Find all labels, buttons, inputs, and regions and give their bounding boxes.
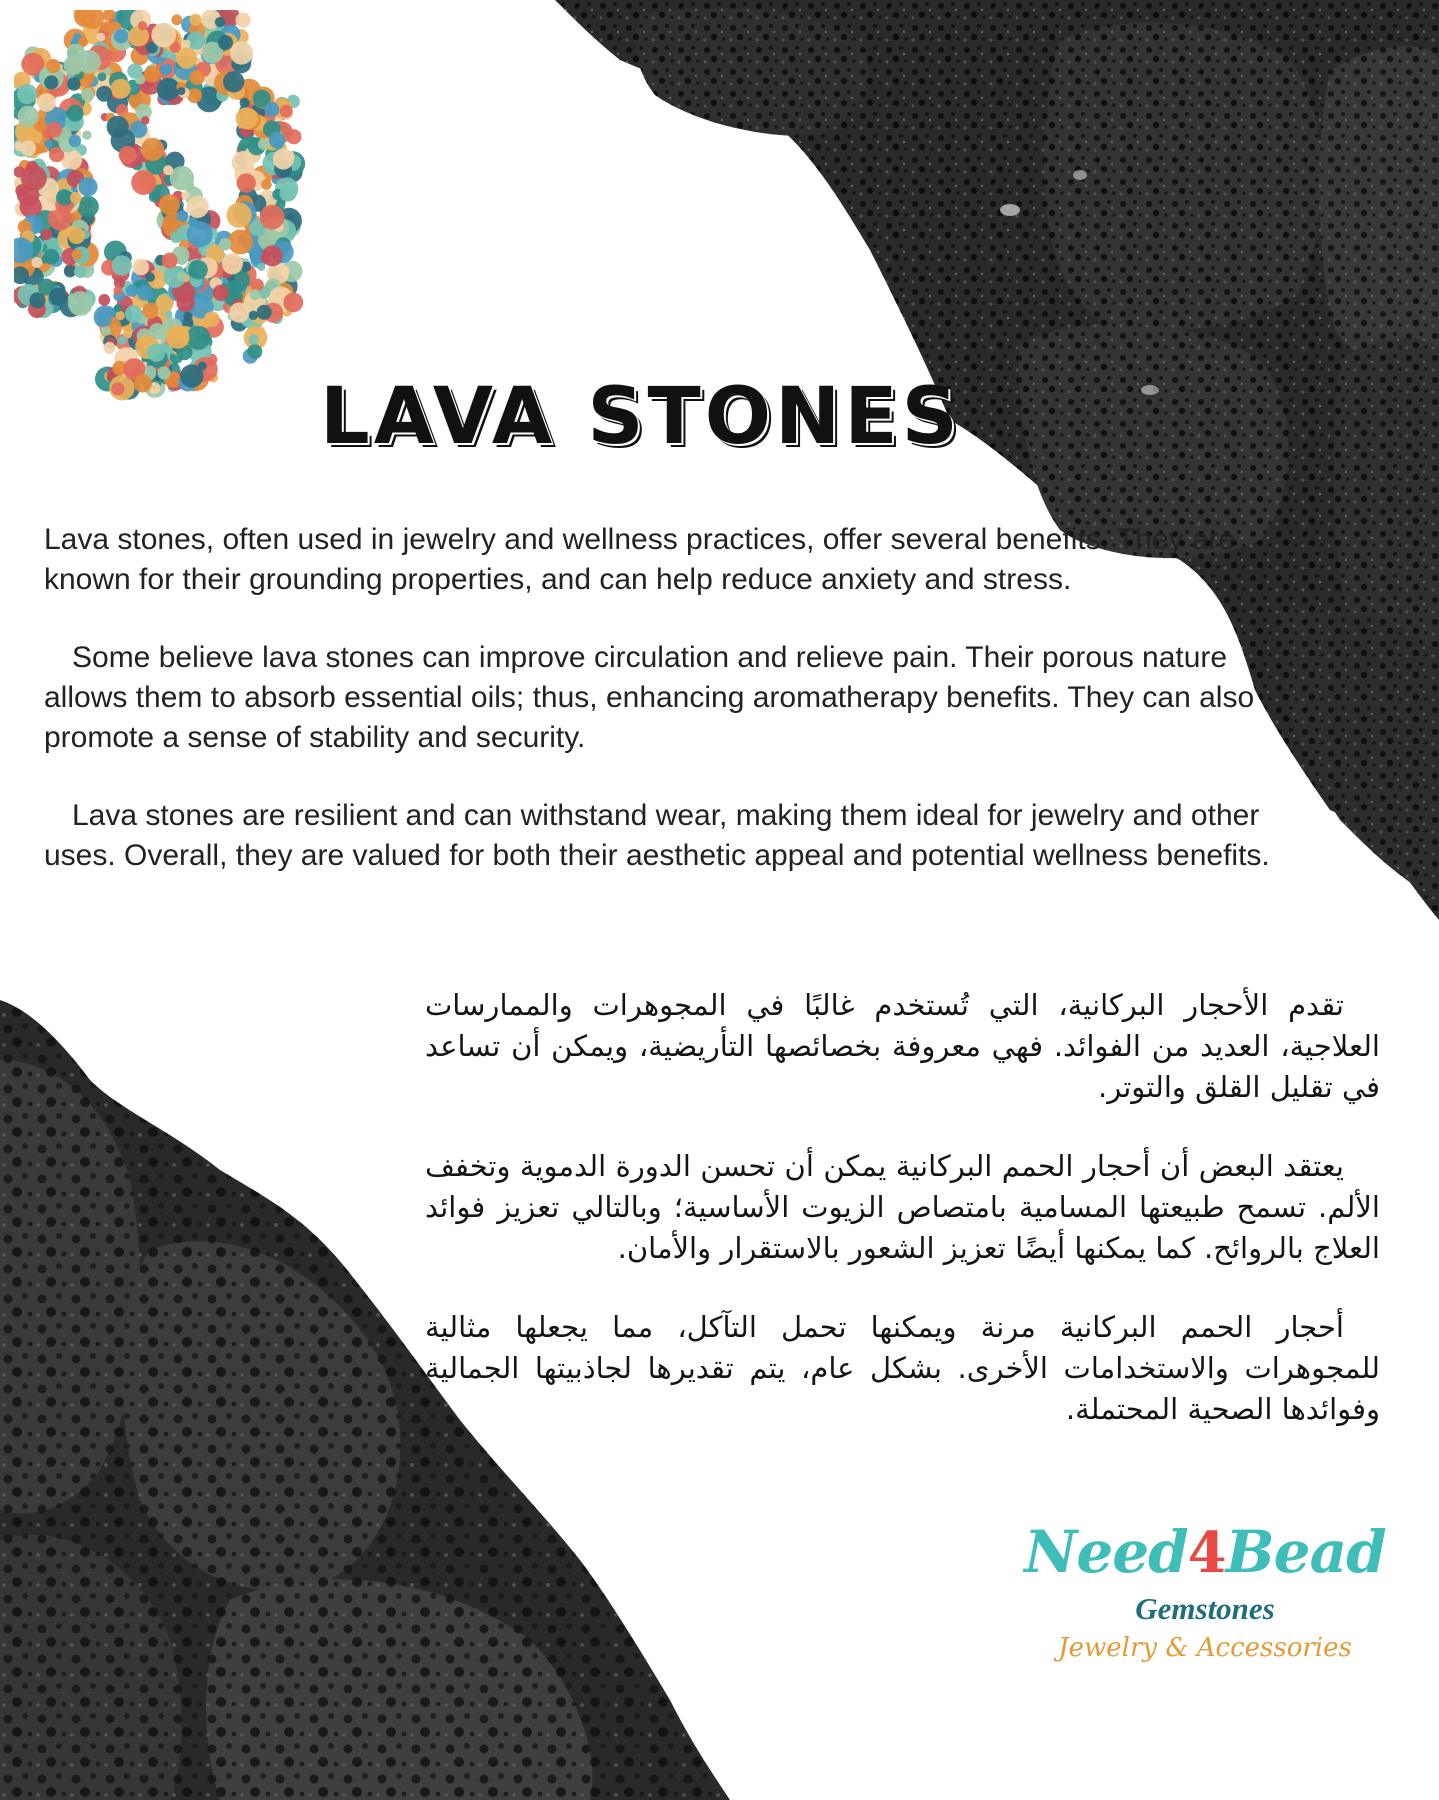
logo-dot xyxy=(177,87,185,95)
logo-dot xyxy=(261,179,272,190)
dotted-monogram-logo xyxy=(14,10,324,430)
logo-dot xyxy=(278,265,289,276)
logo-dot xyxy=(213,285,229,301)
logo-dot xyxy=(166,325,190,349)
logo-dot xyxy=(127,63,142,78)
logo-dot xyxy=(47,122,62,137)
logo-dot xyxy=(176,48,197,69)
logo-dot xyxy=(236,13,251,28)
english-paragraph-2: Some believe lava stones can improve circulation and relieve pain. Their porous nature allows them to absorb essential oils; thus, enhancing aromatherapy benefits. They can also promote a sense of stability and security. xyxy=(44,641,1255,754)
logo-dot xyxy=(29,292,45,308)
logo-dot xyxy=(280,105,293,118)
logo-dot xyxy=(111,79,131,99)
logo-dot xyxy=(190,70,205,85)
logo-dot xyxy=(280,185,297,202)
logo-dot xyxy=(134,374,152,392)
arabic-paragraph-1: تقدم الأحجار البركانية، التي تُستخدم غالبًا في المجوهرات والممارسات العلاجية، العديد من الفوائد. فهي معروفة بخصائصها التأريضية، ويمكن أن تساعد في تقليل القلق والتوتر. xyxy=(425,988,1380,1104)
logo-dot xyxy=(180,364,203,387)
logo-dot xyxy=(138,21,147,30)
logo-dot xyxy=(78,177,97,196)
logo-dot xyxy=(97,72,106,81)
logo-dot xyxy=(237,173,256,192)
logo-dot xyxy=(98,294,110,306)
logo-dot xyxy=(96,86,112,102)
logo-dot xyxy=(97,33,106,42)
logo-dot xyxy=(273,148,294,169)
logo-dot xyxy=(219,238,231,250)
logo-dot xyxy=(157,78,180,101)
logo-dot xyxy=(229,302,249,322)
logo-dot xyxy=(21,165,47,191)
logo-dot xyxy=(74,265,87,278)
logo-dot xyxy=(188,260,208,280)
logo-dot xyxy=(17,84,37,104)
logo-dot xyxy=(171,14,182,25)
logo-dot xyxy=(223,71,244,92)
logo-dot xyxy=(189,14,201,26)
logo-dot xyxy=(97,313,111,327)
logo-dot xyxy=(49,288,67,306)
logo-dot xyxy=(147,343,165,361)
logo-dot xyxy=(163,165,173,175)
logo-dot xyxy=(159,194,180,215)
logo-dot xyxy=(257,305,272,320)
logo-dot xyxy=(82,130,91,139)
logo-dot xyxy=(204,311,220,327)
logo-dot xyxy=(41,229,52,240)
logo-dot xyxy=(77,50,101,74)
logo-dot xyxy=(215,17,225,27)
logo-dot xyxy=(283,293,303,313)
logo-dot xyxy=(107,116,129,138)
english-paragraph-1: Lava stones, often used in jewelry and wellness practices, offer several benefits. They are known for their grounding properties, and can help reduce anxiety and stress. xyxy=(44,523,1236,596)
logo-dot xyxy=(137,285,153,301)
logo-dot xyxy=(142,303,158,319)
logo-dot xyxy=(181,191,189,199)
logo-dot xyxy=(257,263,265,271)
logo-dot xyxy=(68,291,93,316)
logo-dot xyxy=(183,312,192,321)
logo-dot xyxy=(177,210,189,222)
logo-dot xyxy=(232,151,255,174)
arabic-paragraph-2: يعتقد البعض أن أحجار الحمم البركانية يمكن أن تحسن الدورة الدموية وتخفف الألم. تسمح طبيعتها المسامية بامتصاص الزيوت الأساسية؛ وبالتالي تعزيز فوائد العلاج بالروائح. كما يمكنها أيضًا تعزيز الشعور بالاستقرار والأمان. xyxy=(425,1149,1380,1265)
logo-dot xyxy=(20,140,36,156)
logo-dot xyxy=(72,249,83,260)
logo-dot xyxy=(67,105,84,122)
logo-dot xyxy=(248,334,258,344)
logo-dot xyxy=(101,326,111,336)
brand-tagline: Jewelry & Accessories xyxy=(1058,1633,1352,1663)
logo-dot xyxy=(141,138,164,161)
logo-dot xyxy=(222,253,243,274)
logo-dot xyxy=(112,255,132,275)
logo-dot xyxy=(113,286,122,295)
logo-dot xyxy=(67,77,80,90)
logo-dot xyxy=(160,63,172,75)
logo-dot xyxy=(218,35,233,50)
logo-dot xyxy=(126,285,138,297)
logo-dot xyxy=(128,26,149,47)
logo-dot xyxy=(68,227,85,244)
logo-dot xyxy=(251,279,264,292)
logo-dot xyxy=(236,107,258,129)
logo-dot xyxy=(116,311,125,320)
logo-dot xyxy=(258,139,269,150)
logo-dot xyxy=(119,146,137,164)
logo-dot xyxy=(250,289,261,300)
english-paragraph-3: Lava stones are resilient and can withstand wear, making them ideal for jewelry and other uses. Overall, they are valued for both their aesthetic appeal and potential wellness benefits. xyxy=(44,799,1270,872)
logo-dot xyxy=(187,221,213,247)
logo-dot xyxy=(230,41,253,64)
logo-dot xyxy=(247,344,262,359)
logo-dot xyxy=(186,196,208,218)
brand-name-part1: Need xyxy=(1024,1518,1188,1586)
logo-dot xyxy=(118,336,127,345)
logo-dot xyxy=(262,245,283,266)
logo-dot xyxy=(44,75,58,89)
logo-dot xyxy=(269,132,285,148)
logo-dot xyxy=(37,93,56,112)
logo-dot xyxy=(114,304,122,312)
logo-dot xyxy=(111,382,124,395)
logo-dot xyxy=(191,89,201,99)
logo-dot xyxy=(162,253,178,269)
logo-dot xyxy=(260,205,285,230)
logo-dot xyxy=(177,294,195,312)
logo-dot xyxy=(46,59,60,73)
brand-name-digit: 4 xyxy=(1187,1520,1226,1586)
logo-dot xyxy=(45,140,54,149)
logo-dot xyxy=(70,192,82,204)
logo-dot xyxy=(133,259,150,276)
brand-name-part2: Bead xyxy=(1225,1518,1386,1586)
logo-dot xyxy=(20,196,42,218)
logo-dot xyxy=(240,98,250,108)
arabic-text xyxy=(425,985,1380,1468)
logo-dot xyxy=(187,31,206,50)
logo-dot xyxy=(145,272,155,282)
logo-dot xyxy=(41,255,49,263)
page-title: LAVA STONES xyxy=(320,372,962,462)
logo-dot xyxy=(151,23,176,48)
logo-dot xyxy=(103,342,115,354)
logo-dot xyxy=(170,166,194,190)
logo-dot xyxy=(31,257,42,268)
logo-dot xyxy=(101,21,111,31)
logo-dot xyxy=(69,135,82,148)
brand-subtitle: Gemstones xyxy=(1135,1591,1275,1626)
logo-dot xyxy=(227,203,252,228)
logo-dot xyxy=(264,102,279,117)
logo-dot xyxy=(177,271,187,281)
logo-dot xyxy=(81,88,94,101)
english-text xyxy=(44,520,1314,914)
logo-dot xyxy=(18,106,39,127)
logo-dot xyxy=(149,323,165,339)
logo-dot xyxy=(125,305,143,323)
logo-dot xyxy=(141,116,150,125)
arabic-paragraph-3: أحجار الحمم البركانية مرنة ويمكنها تحمل التآكل، مما يجعلها مثالية للمجوهرات والاستخدامات الأخرى. بشكل عام، يتم تقديرها لجاذبيتها الجمالية وفوائدها الصحية المحتملة. xyxy=(425,1310,1380,1426)
logo-dot xyxy=(228,229,253,254)
logo-dot xyxy=(114,29,128,43)
logo-dot xyxy=(131,170,156,195)
logo-dot xyxy=(144,66,160,82)
brand-logo xyxy=(1015,1520,1395,1710)
logo-dot xyxy=(249,311,258,320)
brand-name xyxy=(1015,1520,1395,1585)
logo-dot xyxy=(183,40,191,48)
logo-dot xyxy=(186,326,210,350)
logo-dot xyxy=(157,366,170,379)
logo-dot xyxy=(61,150,82,171)
